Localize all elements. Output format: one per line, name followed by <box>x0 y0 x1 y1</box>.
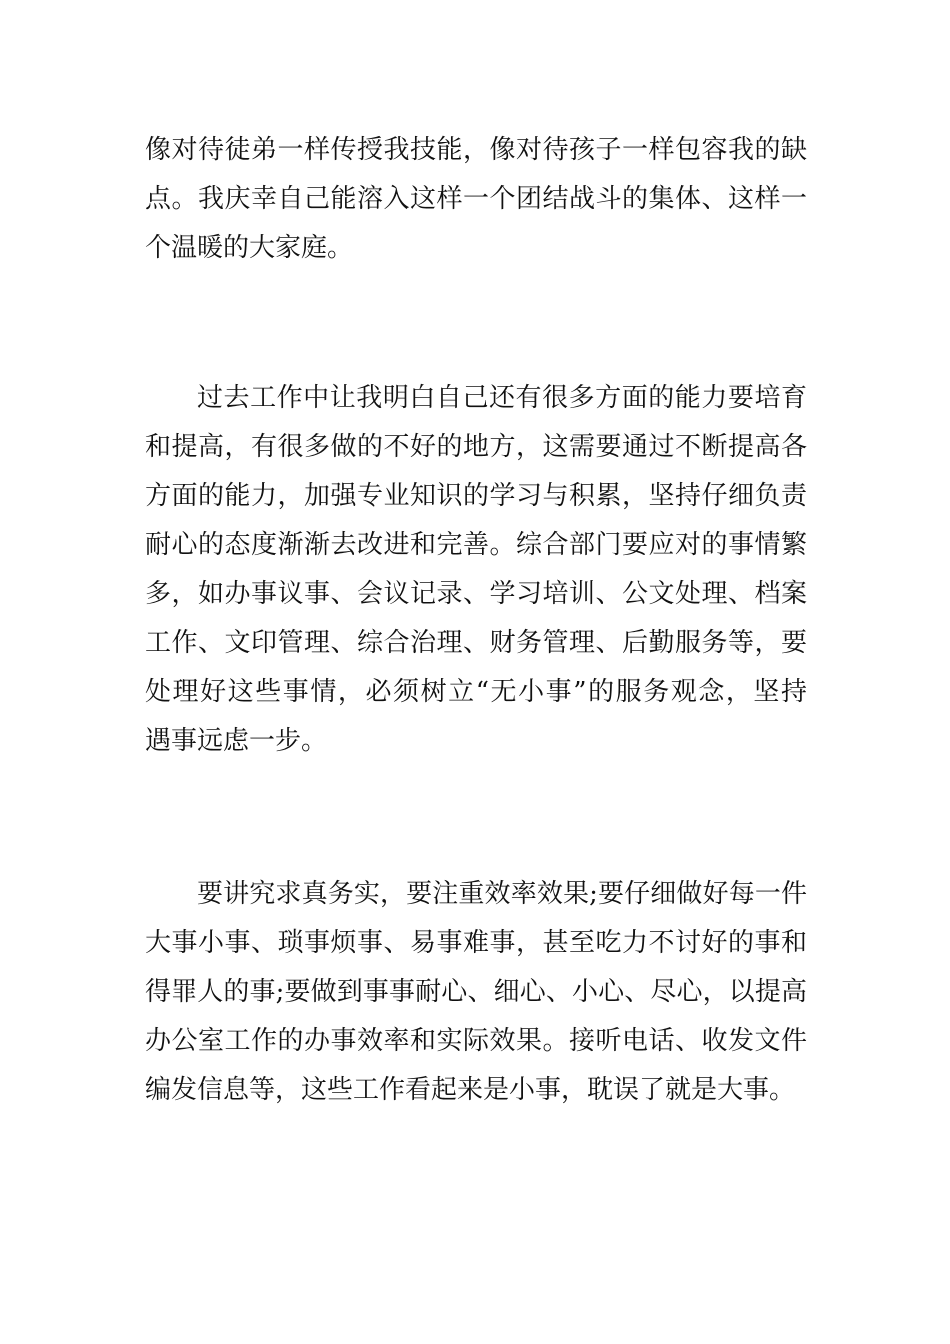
paragraph-line: 和提高，有很多做的不好的地方，这需要通过不断提高各 <box>145 432 807 462</box>
paragraph-line: 多，如办事议事、会议记录、学习培训、公文处理、档案 <box>145 579 807 609</box>
paragraph-line: 过去工作中让我明白自己还有很多方面的能力要培育 <box>197 383 807 413</box>
paragraph-line: 工作、文印管理、综合治理、财务管理、后勤服务等，要 <box>145 628 807 658</box>
paragraph-2 <box>145 374 807 766</box>
paragraph-line: 像对待徒弟一样传授我技能，像对待孩子一样包容我的缺 <box>145 135 807 165</box>
paragraph-line: 处理好这些事情，必须树立“无小事”的服务观念，坚持 <box>145 677 807 707</box>
paragraph-line: 要讲究求真务实，要注重效率效果;要仔细做好每一件 <box>197 879 807 909</box>
paragraph-line: 办公室工作的办事效率和实际效果。接听电话、收发文件 <box>145 1026 807 1056</box>
paragraph-line: 耐心的态度渐渐去改进和完善。综合部门要应对的事情繁 <box>145 530 807 560</box>
paragraph-line: 大事小事、琐事烦事、易事难事，甚至吃力不讨好的事和 <box>145 928 807 958</box>
paragraph-line: 遇事远虑一步。 <box>145 726 328 756</box>
paragraph-3 <box>145 870 807 1115</box>
paragraph-1 <box>145 126 807 273</box>
paragraph-line: 得罪人的事;要做到事事耐心、细心、小心、尽心，以提高 <box>145 977 807 1007</box>
paragraph-line: 编发信息等，这些工作看起来是小事，耽误了就是大事。 <box>145 1075 796 1105</box>
paragraph-line: 点。我庆幸自己能溶入这样一个团结战斗的集体、这样一 <box>145 184 807 214</box>
paragraph-line: 个温暖的大家庭。 <box>145 233 354 263</box>
paragraph-line: 方面的能力，加强专业知识的学习与积累，坚持仔细负责 <box>145 481 807 511</box>
